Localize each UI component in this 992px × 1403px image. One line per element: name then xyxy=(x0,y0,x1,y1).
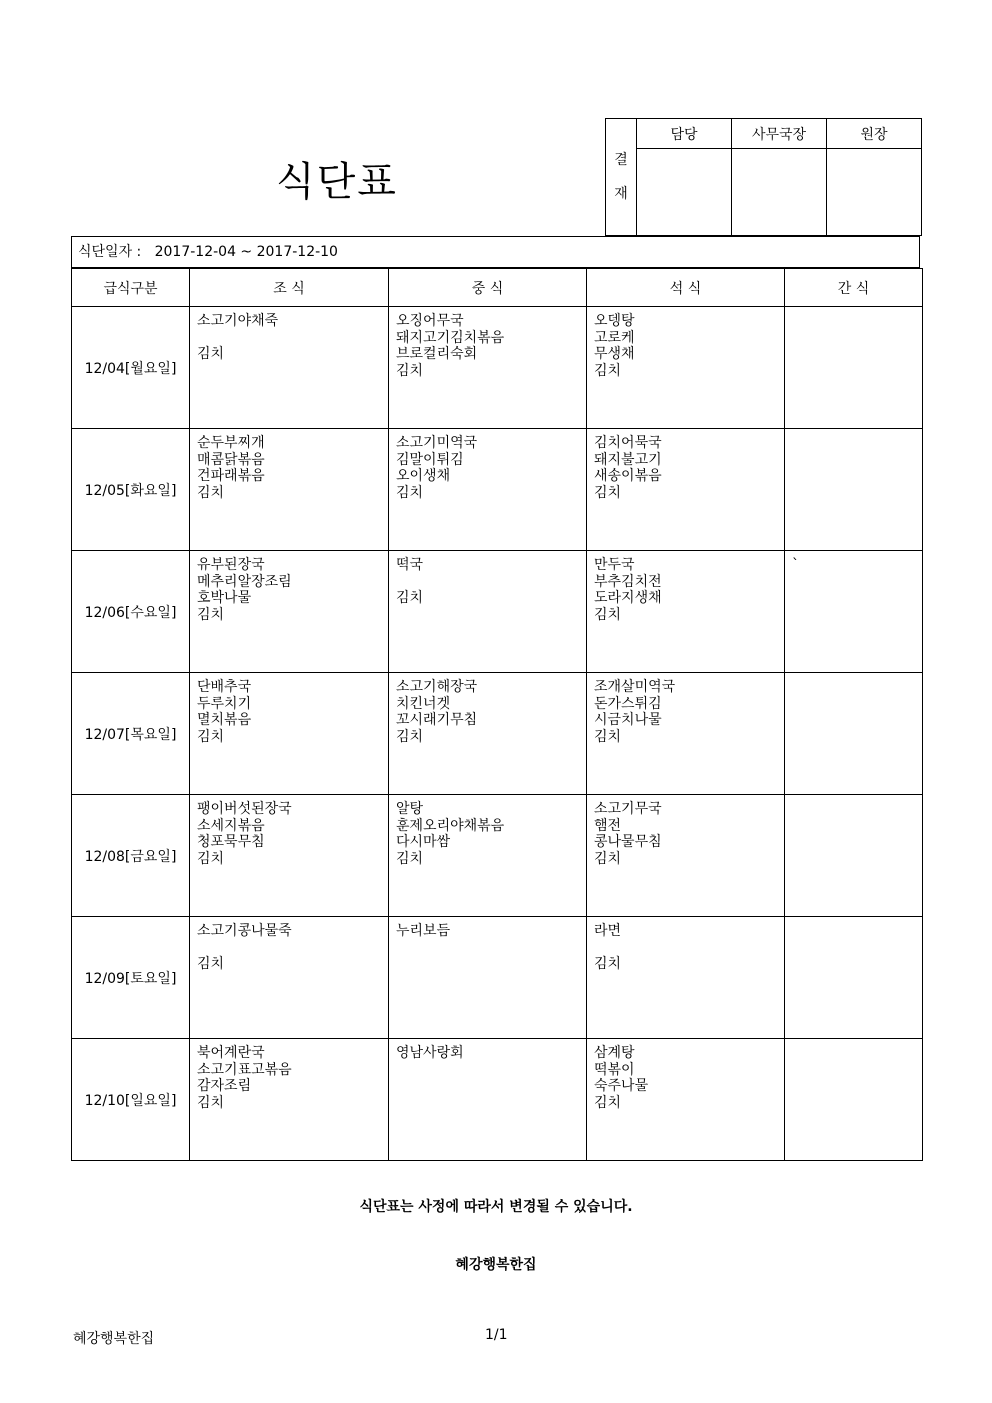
snack-cell xyxy=(785,795,923,917)
breakfast-cell xyxy=(190,1039,389,1161)
snack-cell xyxy=(785,1039,923,1161)
snack-cell xyxy=(785,917,923,1039)
menu-item xyxy=(197,940,388,957)
day-label: 12/07[목요일] xyxy=(72,673,190,795)
approval-header-director: 원장 xyxy=(827,119,922,149)
snack-cell xyxy=(785,673,923,795)
menu-row xyxy=(72,429,923,551)
menu-row xyxy=(72,673,923,795)
menu-item: 콩나물무침 xyxy=(594,834,662,850)
snack-cell xyxy=(785,429,923,551)
menu-item xyxy=(594,940,784,957)
menu-item: 소고기미역국 xyxy=(396,435,478,451)
menu-item: 김치 xyxy=(396,850,424,867)
breakfast-cell xyxy=(190,551,389,673)
menu-item: 떡볶이 xyxy=(594,1061,635,1078)
menu-table xyxy=(71,268,923,1161)
menu-item: 순두부찌개 xyxy=(197,435,265,451)
header-breakfast: 조 식 xyxy=(190,269,389,307)
menu-item: 부추김치전 xyxy=(594,573,662,590)
menu-row xyxy=(72,1039,923,1161)
approval-box xyxy=(605,118,922,236)
day-label: 12/04[월요일] xyxy=(72,307,190,429)
approval-side-char: 결 xyxy=(614,152,628,168)
menu-item: 소고기무국 xyxy=(594,801,662,817)
menu-item: 훈제오리야채볶음 xyxy=(396,817,505,834)
dinner-cell xyxy=(587,1039,785,1161)
footer-page-number: 1/1 xyxy=(485,1327,508,1343)
dinner-cell xyxy=(587,429,785,551)
menu-item: 새송이볶음 xyxy=(594,468,662,484)
approval-header-manager: 담당 xyxy=(637,119,732,149)
menu-item: 소고기콩나물죽 xyxy=(197,923,292,939)
menu-item: 숙주나물 xyxy=(594,1078,649,1094)
menu-item xyxy=(792,679,922,696)
dinner-cell xyxy=(587,551,785,673)
day-label: 12/08[금요일] xyxy=(72,795,190,917)
menu-item: 브로컬리숙회 xyxy=(396,346,478,362)
menu-item: 감자조림 xyxy=(197,1078,252,1094)
menu-item: 매콤닭볶음 xyxy=(197,451,265,468)
header-lunch: 중 식 xyxy=(389,269,587,307)
breakfast-cell xyxy=(190,673,389,795)
approval-header-secretary: 사무국장 xyxy=(732,119,827,149)
breakfast-cell xyxy=(190,307,389,429)
approval-side-char: 재 xyxy=(614,186,628,202)
menu-item: 김치 xyxy=(396,590,424,606)
menu-item: 소고기해장국 xyxy=(396,679,478,695)
menu-body xyxy=(72,307,923,1161)
menu-item: 김말이튀김 xyxy=(396,451,464,468)
lunch-cell xyxy=(389,429,587,551)
menu-item: 소고기표고볶음 xyxy=(197,1061,292,1078)
menu-item xyxy=(197,330,388,347)
menu-item: 삼계탕 xyxy=(594,1045,635,1061)
menu-item xyxy=(792,801,922,818)
breakfast-cell xyxy=(190,917,389,1039)
menu-item: 김치 xyxy=(594,1094,622,1111)
menu-item: 라면 xyxy=(594,923,622,939)
lunch-cell xyxy=(389,673,587,795)
menu-item: 돈가스튀김 xyxy=(594,695,662,712)
menu-item: 만두국 xyxy=(594,557,635,573)
menu-item: 조개살미역국 xyxy=(594,679,676,695)
menu-item: 돼지불고기 xyxy=(594,451,662,468)
menu-item: 청포묵무침 xyxy=(197,834,265,850)
menu-item: 김치 xyxy=(396,362,424,379)
menu-item: 영남사랑회 xyxy=(396,1045,464,1061)
menu-item: 김치 xyxy=(197,484,225,501)
menu-item: 북어계란국 xyxy=(197,1045,265,1061)
breakfast-cell xyxy=(190,429,389,551)
menu-item: 김치 xyxy=(197,346,225,362)
menu-item: 건파래볶음 xyxy=(197,468,265,484)
dinner-cell xyxy=(587,917,785,1039)
menu-item: 김치 xyxy=(197,1094,225,1111)
lunch-cell xyxy=(389,917,587,1039)
breakfast-cell xyxy=(190,795,389,917)
menu-item: 치킨너겟 xyxy=(396,695,451,712)
menu-item: 김치 xyxy=(396,728,424,745)
dinner-cell xyxy=(587,795,785,917)
notice-text: 식단표는 사정에 따라서 변경될 수 있습니다. xyxy=(359,1199,633,1215)
menu-item: 김치 xyxy=(197,606,225,623)
menu-item xyxy=(792,313,922,330)
menu-item: 팽이버섯된장국 xyxy=(197,801,292,817)
approval-sign-director xyxy=(827,149,922,236)
footer-organization: 혜강행복한집 xyxy=(73,1331,155,1347)
menu-item: 김치 xyxy=(396,484,424,501)
menu-item: 무생채 xyxy=(594,346,635,362)
menu-item: 오뎅탕 xyxy=(594,313,635,329)
menu-item xyxy=(792,923,922,940)
approval-sign-manager xyxy=(637,149,732,236)
snack-cell xyxy=(785,551,923,673)
menu-item: 김치 xyxy=(594,362,622,379)
menu-item: 오이생채 xyxy=(396,468,451,484)
menu-date-range: 식단일자 : 2017-12-04 ~ 2017-12-10 xyxy=(71,236,920,268)
header-meal-type: 급식구분 xyxy=(72,269,190,307)
menu-header-row xyxy=(72,269,923,307)
header-dinner: 석 식 xyxy=(587,269,785,307)
menu-item: 단배추국 xyxy=(197,679,252,695)
day-label: 12/06[수요일] xyxy=(72,551,190,673)
menu-item: 고로케 xyxy=(594,329,635,346)
menu-item: 시금치나물 xyxy=(594,712,662,728)
menu-item: 두루치기 xyxy=(197,695,252,712)
page-title: 식단표 xyxy=(276,159,398,205)
menu-item: 김치 xyxy=(594,850,622,867)
approval-side-label xyxy=(606,119,637,236)
menu-item: 소고기야채죽 xyxy=(197,313,279,329)
menu-item: 알탕 xyxy=(396,801,424,817)
menu-item: 김치 xyxy=(594,728,622,745)
menu-item: 유부된장국 xyxy=(197,557,265,573)
lunch-cell xyxy=(389,795,587,917)
menu-item: 누리보듬 xyxy=(396,923,451,939)
menu-item: 호박나물 xyxy=(197,590,252,606)
menu-item xyxy=(792,435,922,452)
menu-row xyxy=(72,551,923,673)
lunch-cell xyxy=(389,551,587,673)
organization-name: 혜강행복한집 xyxy=(455,1257,537,1273)
menu-item: 김치 xyxy=(197,728,225,745)
menu-item: 도라지생채 xyxy=(594,590,662,606)
day-label: 12/05[화요일] xyxy=(72,429,190,551)
lunch-cell xyxy=(389,1039,587,1161)
menu-item xyxy=(792,1045,922,1062)
menu-item: ` xyxy=(792,557,799,573)
dinner-cell xyxy=(587,307,785,429)
menu-item: 김치 xyxy=(197,850,225,867)
menu-row xyxy=(72,307,923,429)
lunch-cell xyxy=(389,307,587,429)
snack-cell xyxy=(785,307,923,429)
day-label: 12/09[토요일] xyxy=(72,917,190,1039)
dinner-cell xyxy=(587,673,785,795)
menu-item: 김치어묵국 xyxy=(594,435,662,451)
menu-item: 꼬시래기무침 xyxy=(396,712,478,728)
header-snack: 간 식 xyxy=(785,269,923,307)
menu-item: 김치 xyxy=(594,606,622,623)
menu-item: 소세지볶음 xyxy=(197,817,265,834)
menu-item: 메추리알장조림 xyxy=(197,573,292,590)
menu-item xyxy=(396,574,586,591)
menu-item: 다시마쌈 xyxy=(396,834,451,850)
day-label: 12/10[일요일] xyxy=(72,1039,190,1161)
menu-item: 떡국 xyxy=(396,557,424,573)
menu-item: 돼지고기김치볶음 xyxy=(396,329,505,346)
menu-item: 김치 xyxy=(594,484,622,501)
menu-row xyxy=(72,917,923,1039)
menu-item: 김치 xyxy=(594,956,622,972)
menu-item: 오징어무국 xyxy=(396,313,464,329)
menu-item: 멸치볶음 xyxy=(197,712,252,728)
menu-item: 김치 xyxy=(197,956,225,972)
approval-sign-secretary xyxy=(732,149,827,236)
menu-row xyxy=(72,795,923,917)
menu-item: 햄전 xyxy=(594,817,622,834)
